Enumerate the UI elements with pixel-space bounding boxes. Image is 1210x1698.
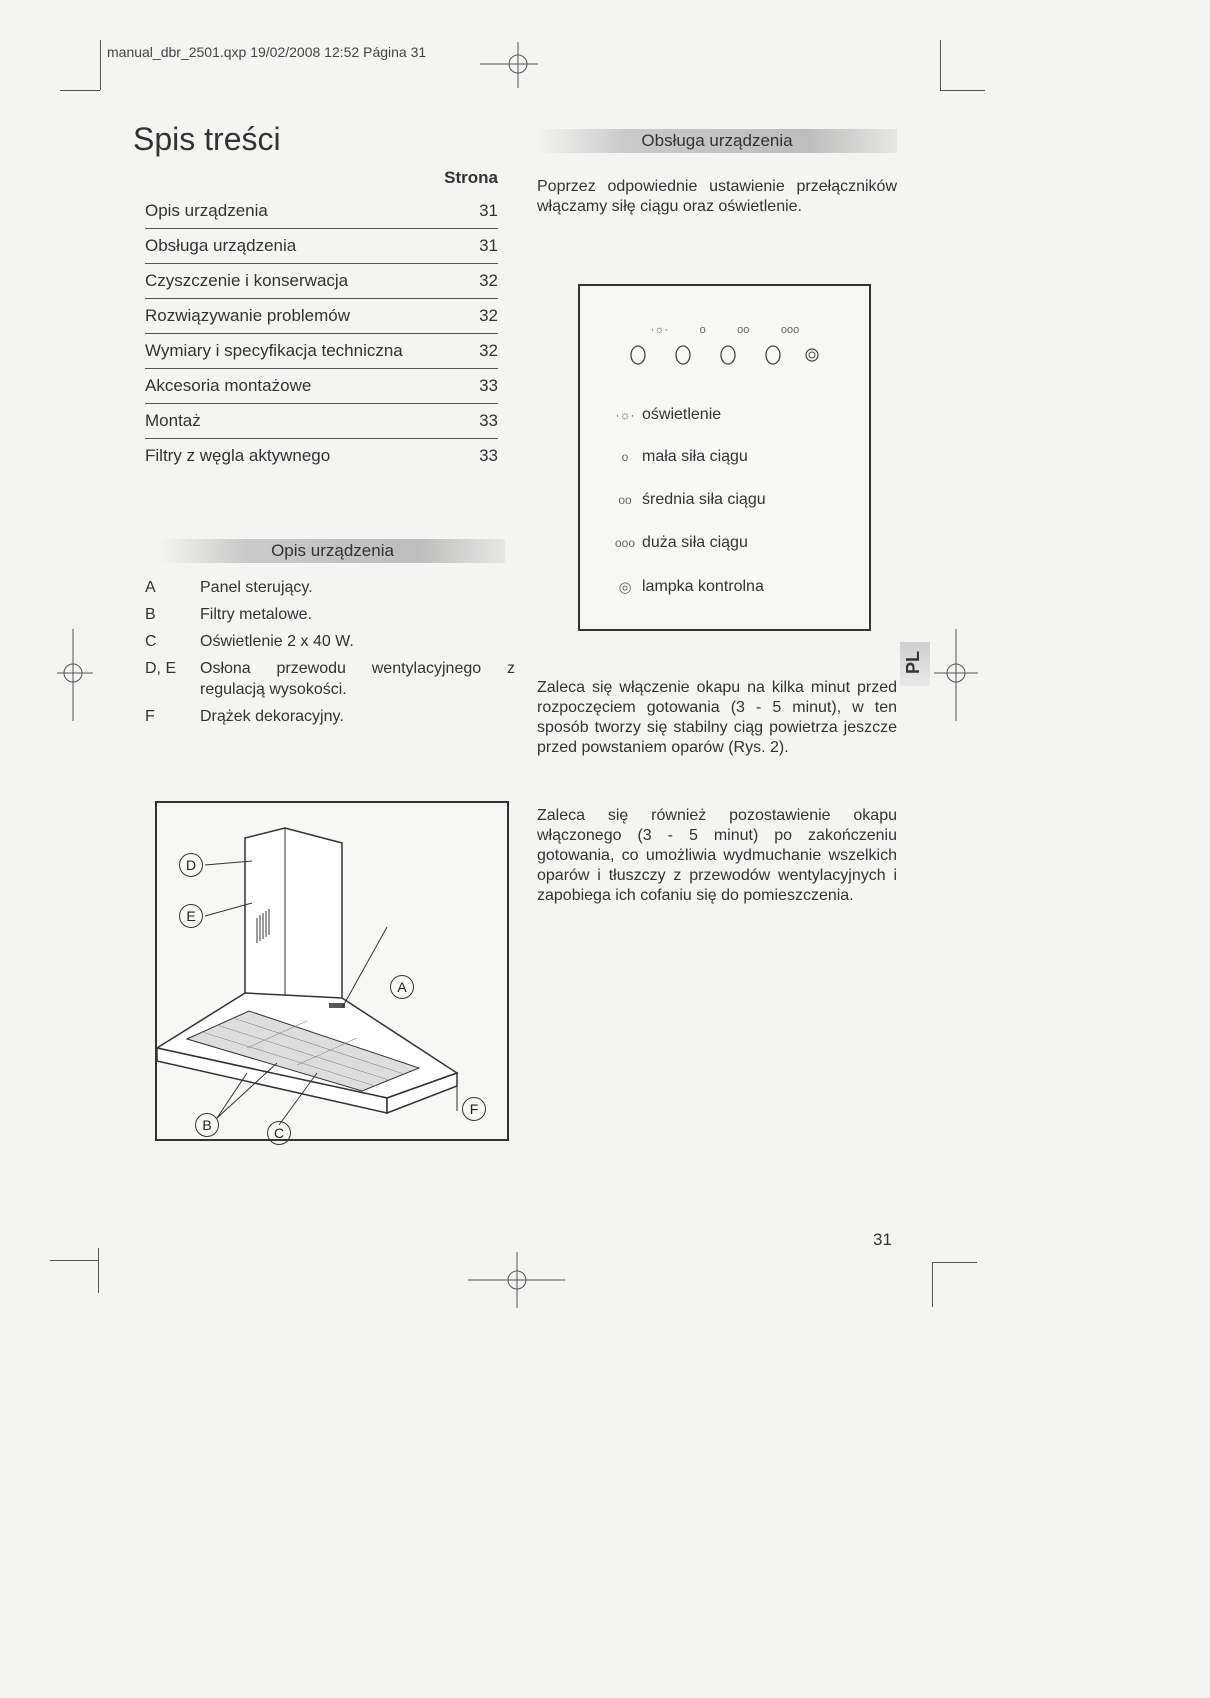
toc-row	[145, 229, 498, 264]
speed-low-symbol: o	[699, 324, 706, 336]
file-header: manual_dbr_2501.qxp 19/02/2008 12:52 Página 31	[107, 44, 427, 60]
legend-symbol: ◎	[618, 579, 632, 596]
legend-item	[608, 578, 764, 596]
figure-label-f: F	[462, 1097, 486, 1121]
legend-text: oświetlenie	[642, 406, 722, 423]
toc-row-label: Rozwiązywanie problemów	[145, 306, 351, 325]
item-text: Filtry metalowe.	[200, 606, 313, 623]
operation-paragraph-2: Zaleca się również pozostawienie okapu włączonego (3 - 5 minut) po zakończeniu gotowania, co umożliwia wydmuchanie wszelkich oparów i tłuszczy z przewodów wentylacyjnych i zapobiega ich cofaniu się do pomieszczenia.	[537, 807, 897, 904]
legend-symbol: ·☼·	[615, 408, 635, 422]
registration-mark-bottom	[460, 1250, 570, 1310]
operation-paragraph-1: Zaleca się włączenie okapu na kilka minut przed rozpoczęciem gotowania (3 - 5 minut), w ten sposób tworzy się stabilny ciąg powietrza jeszcze przed powstaniem oparów (Rys. 2).	[537, 679, 897, 756]
legend-item	[608, 406, 721, 424]
toc-row-page: 33	[479, 411, 498, 430]
toc-row-page: 31	[479, 236, 498, 255]
item-letter: C	[145, 633, 157, 650]
toc-row-page: 33	[479, 376, 498, 395]
legend-item	[608, 534, 748, 552]
control-panel-diagram	[578, 284, 871, 631]
item-text: Drążek dekoracyjny.	[200, 708, 344, 725]
toc-row-page: 33	[479, 446, 498, 465]
figure-label-b: B	[195, 1113, 219, 1137]
description-heading: Opis urządzenia	[160, 539, 505, 563]
toc-row	[145, 264, 498, 299]
legend-text: duża siła ciągu	[642, 534, 748, 551]
list-item	[145, 631, 515, 652]
item-letter: F	[145, 708, 155, 725]
item-text: Osłona przewodu wentylacyjnego z regulacją wysokości.	[200, 660, 515, 698]
list-item	[145, 706, 515, 727]
table-of-contents	[145, 168, 498, 473]
item-letter: D, E	[145, 660, 177, 677]
toc-page-header: Strona	[444, 168, 498, 187]
indicator-lamp-icon	[806, 349, 818, 361]
figure-label-d: D	[179, 853, 203, 877]
panel-knobs	[620, 341, 840, 371]
speed-medium-symbol: oo	[737, 324, 750, 336]
description-list	[145, 577, 515, 733]
toc-row-page: 32	[479, 271, 498, 290]
page-title: Spis treści	[133, 121, 281, 157]
toc-row-label: Montaż	[145, 411, 201, 430]
figure-label-c: C	[267, 1121, 291, 1145]
legend-text: średnia siła ciągu	[642, 491, 766, 508]
toc-row	[145, 369, 498, 404]
figure-label-e: E	[179, 904, 203, 928]
hood-illustration	[157, 803, 507, 1139]
list-item	[145, 577, 515, 598]
language-tab-label: PL	[903, 650, 924, 675]
light-symbol: ·☼·	[650, 324, 669, 336]
operation-heading: Obsługa urządzenia	[537, 129, 897, 153]
legend-symbol: oo	[618, 493, 632, 507]
legend-text: lampka kontrolna	[642, 578, 764, 595]
registration-mark-left	[55, 625, 95, 725]
toc-row-page: 32	[479, 306, 498, 325]
registration-mark-top	[470, 40, 540, 90]
legend-symbol: ooo	[614, 536, 636, 550]
toc-row-label: Czyszczenie i konserwacja	[145, 271, 349, 290]
high-speed-button	[766, 346, 780, 364]
page-number: 31	[873, 1230, 892, 1249]
panel-symbols	[635, 324, 815, 336]
speed-high-symbol: ooo	[780, 324, 800, 336]
toc-row	[145, 334, 498, 369]
medium-speed-button	[721, 346, 735, 364]
low-speed-button	[676, 346, 690, 364]
toc-row	[145, 439, 498, 473]
toc-row	[145, 299, 498, 334]
hood-figure	[155, 801, 509, 1141]
operation-intro: Poprzez odpowiednie ustawienie przełączników włączamy siłę ciągu oraz oświetlenie.	[537, 178, 897, 215]
legend-symbol: o	[621, 450, 629, 464]
list-item	[145, 604, 515, 625]
legend-text: mała siła ciągu	[642, 448, 748, 465]
item-letter: B	[145, 606, 156, 623]
toc-row-label: Filtry z węgla aktywnego	[145, 446, 331, 465]
toc-row	[145, 404, 498, 439]
toc-row	[145, 194, 498, 229]
toc-row-label: Obsługa urządzenia	[145, 236, 297, 255]
legend-item	[608, 448, 748, 466]
toc-row-label: Akcesoria montażowe	[145, 376, 312, 395]
list-item	[145, 658, 515, 700]
legend-item	[608, 491, 766, 509]
light-button	[631, 346, 645, 364]
item-text: Oświetlenie 2 x 40 W.	[200, 633, 354, 650]
language-tab	[900, 642, 930, 686]
registration-mark-right	[932, 625, 982, 725]
figure-label-a: A	[390, 975, 414, 999]
toc-row-label: Wymiary i specyfikacja techniczna	[145, 341, 403, 360]
item-letter: A	[145, 579, 156, 596]
toc-row-page: 32	[479, 341, 498, 360]
toc-row-label: Opis urządzenia	[145, 201, 268, 220]
toc-rows	[145, 194, 498, 473]
toc-row-page: 31	[479, 201, 498, 220]
item-text: Panel sterujący.	[200, 579, 313, 596]
